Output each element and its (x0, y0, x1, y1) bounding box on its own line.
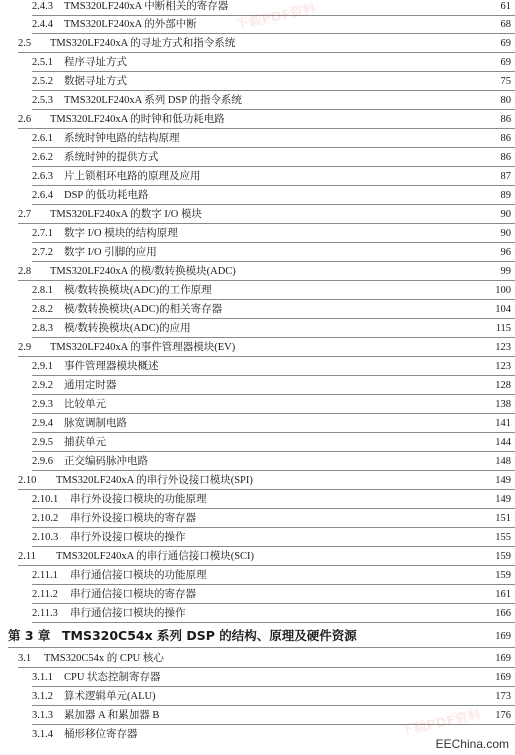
entry-page: 123 (495, 361, 511, 372)
entry-number: 2.6.3 (32, 171, 53, 182)
toc-entry[interactable] (0, 284, 515, 302)
toc-entry[interactable] (0, 455, 515, 473)
entry-page: 149 (495, 475, 511, 486)
entry-number: 2.11.3 (32, 608, 58, 619)
entry-number: 2.10.1 (32, 494, 59, 505)
entry-page: 141 (495, 418, 511, 429)
toc-entry[interactable] (0, 607, 515, 625)
entry-page: 96 (500, 247, 511, 258)
entry-title: TMS320LF240xA 的串行通信接口模块(SCI) (56, 551, 255, 562)
underline (32, 204, 515, 205)
toc-entry[interactable] (0, 436, 515, 454)
entry-number: 2.8.2 (32, 304, 53, 315)
entry-number: 2.5 (18, 38, 32, 49)
entry-number: 2.6.1 (32, 133, 53, 144)
underline (32, 546, 515, 547)
toc-entry[interactable] (0, 208, 515, 226)
entry-title: 捕获单元 (64, 437, 106, 448)
toc-entry[interactable] (0, 493, 515, 511)
entry-page: 123 (495, 342, 511, 353)
entry-number: 2.8 (18, 266, 32, 277)
underline (32, 724, 515, 725)
entry-title: TMS320LF240xA 系列 DSP 的指令系统 (64, 95, 242, 106)
entry-page: 148 (495, 456, 511, 467)
watermark: 下载PDF资料 (399, 707, 483, 740)
underline (32, 375, 515, 376)
entry-page: 86 (500, 114, 511, 125)
entry-title: TMS320LF240xA 中断相关的寄存器 (64, 1, 229, 12)
underline (32, 185, 515, 186)
entry-number: 2.7.1 (32, 228, 53, 239)
underline (32, 584, 515, 585)
underline (18, 128, 515, 129)
entry-number: 2.9.2 (32, 380, 53, 391)
entry-title: 桶形移位寄存器 (64, 729, 138, 740)
entry-number: 2.9.6 (32, 456, 53, 467)
underline (32, 337, 515, 338)
entry-page: 104 (495, 304, 511, 315)
toc-entry[interactable] (0, 531, 515, 549)
entry-title: 串行通信接口模块的寄存器 (70, 589, 196, 600)
toc-entry[interactable] (0, 132, 515, 150)
underline (32, 508, 515, 509)
entry-title: 通用定时器 (64, 380, 117, 391)
entry-title: TMS320LF240xA 的模/数转换模块(ADC) (50, 266, 236, 277)
entry-page: 69 (500, 38, 511, 49)
entry-page: 155 (495, 532, 511, 543)
chapter-number: 第 3 章 (8, 628, 51, 643)
entry-page: 90 (500, 228, 511, 239)
toc-entry[interactable] (0, 652, 515, 670)
entry-page: 89 (500, 190, 511, 201)
entry-page: 151 (495, 513, 511, 524)
entry-page: 86 (500, 152, 511, 163)
entry-title: CPU 状态控制寄存器 (64, 672, 161, 683)
entry-number: 2.6.4 (32, 190, 53, 201)
entry-page: 100 (495, 285, 511, 296)
underline (32, 261, 515, 262)
underline (32, 705, 515, 706)
entry-title: DSP 的低功耗电路 (64, 190, 149, 201)
toc-entry[interactable] (0, 671, 515, 689)
underline (32, 413, 515, 414)
toc-entry[interactable] (0, 75, 515, 93)
toc-entry[interactable] (0, 246, 515, 264)
toc-entry[interactable] (0, 474, 515, 492)
toc-entry[interactable] (0, 690, 515, 708)
underline (32, 686, 515, 687)
toc-entry[interactable] (0, 0, 515, 18)
entry-number: 2.9.4 (32, 418, 53, 429)
underline (32, 451, 515, 452)
entry-page: 138 (495, 399, 511, 410)
entry-page: 86 (500, 133, 511, 144)
entry-number: 3.1.3 (32, 710, 53, 721)
toc-entry[interactable] (0, 265, 515, 283)
entry-number: 2.8.3 (32, 323, 53, 334)
underline (32, 299, 515, 300)
toc-entry[interactable] (0, 303, 515, 321)
toc-entry[interactable] (0, 37, 515, 55)
entry-page: 144 (495, 437, 511, 448)
toc-entry[interactable] (0, 113, 515, 131)
entry-number: 2.5.3 (32, 95, 53, 106)
entry-title: 串行外设接口模块的操作 (70, 532, 186, 543)
entry-number: 2.11 (18, 551, 36, 562)
toc-entry[interactable] (0, 569, 515, 587)
entry-number: 3.1 (18, 653, 32, 664)
entry-title: 串行外设接口模块的功能原理 (70, 494, 207, 505)
underline (32, 33, 515, 34)
entry-title: TMS320C54x 的 CPU 核心 (44, 653, 164, 664)
toc-entry[interactable] (0, 227, 515, 245)
toc-entry[interactable] (0, 398, 515, 416)
entry-title: TMS320LF240xA 的外部中断 (64, 19, 197, 30)
entry-title: 串行通信接口模块的操作 (70, 608, 186, 619)
underline (32, 15, 515, 16)
underline (32, 90, 515, 91)
entry-title: 正交编码脉冲电路 (64, 456, 148, 467)
underline (18, 489, 515, 490)
toc-entry[interactable] (0, 417, 515, 435)
entry-page: 69 (500, 57, 511, 68)
entry-title: 系统时钟电路的结构原理 (64, 133, 180, 144)
watermark: 下载PDF资料 (234, 1, 318, 34)
underline (18, 223, 515, 224)
entry-title: 串行通信接口模块的功能原理 (70, 570, 207, 581)
toc-entry[interactable] (0, 18, 515, 36)
entry-number: 2.6.2 (32, 152, 53, 163)
entry-title: TMS320LF240xA 的时钟和低功耗电路 (50, 114, 225, 125)
entry-title: 累加器 A 和累加器 B (64, 710, 160, 721)
entry-title: 系统时钟的提供方式 (64, 152, 159, 163)
entry-page: 75 (500, 76, 511, 87)
entry-number: 2.11.1 (32, 570, 58, 581)
entry-page: 169 (495, 672, 511, 683)
entry-title: 脉宽调制电路 (64, 418, 127, 429)
entry-title: 串行外设接口模块的寄存器 (70, 513, 196, 524)
entry-number: 3.1.2 (32, 691, 53, 702)
toc-entry[interactable] (0, 322, 515, 340)
entry-title: 数字 I/O 模块的结构原理 (64, 228, 178, 239)
entry-page: 80 (500, 95, 511, 106)
underline (32, 394, 515, 395)
entry-page: 169 (495, 631, 511, 642)
entry-number: 2.5.1 (32, 57, 53, 68)
entry-number: 2.9 (18, 342, 32, 353)
entry-page: 68 (500, 19, 511, 30)
entry-page: 159 (495, 570, 511, 581)
entry-number: 2.10 (18, 475, 37, 486)
entry-page: 161 (495, 589, 511, 600)
entry-page: 169 (495, 653, 511, 664)
toc-entry[interactable] (0, 341, 515, 359)
entry-number: 2.6 (18, 114, 32, 125)
entry-number: 3.1.4 (32, 729, 53, 740)
entry-title: 程序寻址方式 (64, 57, 127, 68)
underline (32, 166, 515, 167)
underline (32, 318, 515, 319)
entry-title: 模/数转换模块(ADC)的工作原理 (64, 285, 212, 296)
entry-number: 2.10.3 (32, 532, 59, 543)
underline (8, 647, 515, 648)
underline (32, 622, 515, 623)
entry-title: 数据寻址方式 (64, 76, 127, 87)
entry-title: 比较单元 (64, 399, 106, 410)
underline (18, 565, 515, 566)
underline (32, 432, 515, 433)
entry-number: 2.9.3 (32, 399, 53, 410)
entry-page: 166 (495, 608, 511, 619)
entry-number: 2.5.2 (32, 76, 53, 87)
toc-entry[interactable] (0, 56, 515, 74)
entry-page: 176 (495, 710, 511, 721)
underline (32, 603, 515, 604)
entry-page: 99 (500, 266, 511, 277)
toc-entry[interactable] (0, 709, 515, 727)
entry-page: 159 (495, 551, 511, 562)
underline (32, 147, 515, 148)
underline (32, 470, 515, 471)
toc-entry[interactable] (0, 94, 515, 112)
underline (18, 280, 515, 281)
underline (32, 71, 515, 72)
entry-title: TMS320LF240xA 的事件管理器模块(EV) (50, 342, 236, 353)
entry-number: 2.4.3 (32, 1, 53, 12)
entry-title: 模/数转换模块(ADC)的应用 (64, 323, 191, 334)
entry-page: 115 (495, 323, 511, 334)
entry-title: 算术逻辑单元(ALU) (64, 691, 156, 702)
entry-number: 2.8.1 (32, 285, 53, 296)
toc-entry[interactable] (0, 189, 515, 207)
underline (18, 52, 515, 53)
toc-entry[interactable] (0, 170, 515, 188)
toc-entry[interactable] (0, 588, 515, 606)
toc-entry[interactable] (0, 360, 515, 378)
toc-chapter-entry[interactable] (0, 627, 515, 649)
entry-page: 90 (500, 209, 511, 220)
entry-page: 87 (500, 171, 511, 182)
entry-number: 2.4.4 (32, 19, 53, 30)
entry-number: 2.9.5 (32, 437, 53, 448)
underline (32, 527, 515, 528)
toc-entry[interactable] (0, 379, 515, 397)
chapter-title: TMS320C54x 系列 DSP 的结构、原理及硬件资源 (62, 628, 357, 643)
entry-page: 61 (500, 1, 511, 12)
entry-number: 2.10.2 (32, 513, 59, 524)
entry-title: 片上锁相环电路的原理及应用 (64, 171, 201, 182)
entry-page: 128 (495, 380, 511, 391)
entry-title: TMS320LF240xA 的串行外设接口模块(SPI) (56, 475, 253, 486)
underline (32, 109, 515, 110)
toc-entry[interactable] (0, 550, 515, 568)
entry-title: 模/数转换模块(ADC)的相关寄存器 (64, 304, 223, 315)
entry-title: TMS320LF240xA 的寻址方式和指令系统 (50, 38, 236, 49)
entry-number: 2.9.1 (32, 361, 53, 372)
underline (32, 242, 515, 243)
entry-number: 3.1.1 (32, 672, 53, 683)
entry-page: 173 (495, 691, 511, 702)
underline (18, 667, 515, 668)
underline (18, 356, 515, 357)
entry-title: 数字 I/O 引脚的应用 (64, 247, 157, 258)
entry-number: 2.11.2 (32, 589, 58, 600)
toc-entry[interactable] (0, 512, 515, 530)
toc-entry[interactable] (0, 151, 515, 169)
entry-title: TMS320LF240xA 的数字 I/O 模块 (50, 209, 202, 220)
entry-number: 2.7.2 (32, 247, 53, 258)
footer-site-label: EEChina.com (435, 737, 509, 751)
entry-number: 2.7 (18, 209, 32, 220)
entry-page: 149 (495, 494, 511, 505)
entry-title: 事件管理器模块概述 (64, 361, 159, 372)
